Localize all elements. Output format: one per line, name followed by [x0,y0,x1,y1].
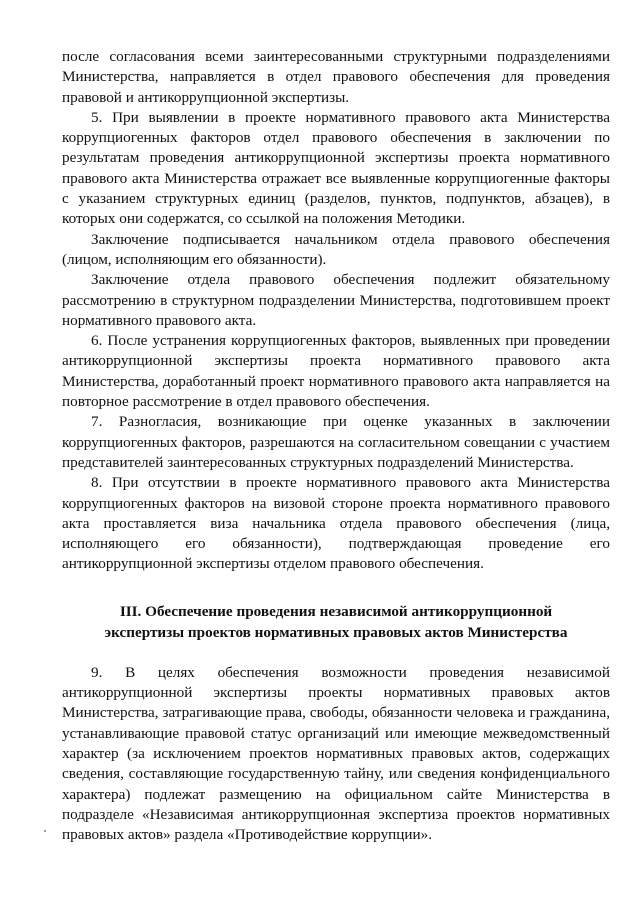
paragraph-8: 8. При отсутствии в проекте нормативного правового акта Министерства коррупциогенных факторов на визовой стороне проекта нормативного правового акта проставляется виза начальника отдела правового обеспечения (лица, исполняющего его обязанности), подтверждающая проведение его антикоррупционной экспертизы отделом правового обеспечения. [62,474,610,573]
paragraph-9: 9. В целях обеспечения возможности проведения независимой антикоррупционной экспертизы проекты нормативных правовых актов Министерства, затрагивающие права, свободы, обязанности человека и гражданина, устанавливающие правовой статус организаций или имеющие межведомственный характер (за исключением проектов нормативных правовых актов, содержащих сведения, составляющие государственную тайну, или сведения конфиденциального характера) подлежат размещению на официальном сайте Министерства в подразделе «Независимая антикоррупционная экспертиза проектов нормативных правовых актов» раздела «Противодействие коррупции». [62,663,610,844]
section-heading-iii [62,601,610,643]
paragraph-7: 7. Разногласия, возникающие при оценке указанных в заключении коррупциогенных факторов, разрешаются на согласительном совещании с участием представителей заинтересованных структурных подразделений Министерства. [62,413,610,471]
section-heading-line-2: экспертизы проектов нормативных правовых актов Министерства [104,623,568,641]
paragraph-6: 6. После устранения коррупциогенных факторов, выявленных при проведении антикоррупционной экспертизы проекта нормативного правового акта Министерства, доработанный проект нормативного правового акта направляется на повторное рассмотрение в отдел правового обеспечения. [62,332,610,411]
paragraph-conclusion-review: Заключение отдела правового обеспечения подлежит обязательному рассмотрению в структурном подразделении Министерства, подготовившем проект нормативного правового акта. [62,271,610,329]
scan-mark [44,830,46,832]
paragraph-conclusion-signing: Заключение подписывается начальником отдела правового обеспечения (лицом, исполняющим его обязанности). [62,230,610,268]
document-body [62,47,610,845]
section-heading-line-1: III. Обеспечение проведения независимой антикоррупционной [119,602,553,620]
paragraph-continuation: после согласования всеми заинтересованными структурными подразделениями Министерства, направляется в отдел правового обеспечения для проведения правовой и антикоррупционной экспертизы. [62,48,610,106]
paragraph-5: 5. При выявлении в проекте нормативного правового акта Министерства коррупциогенных факторов отдел правового обеспечения в заключении по результатам проведения антикоррупционной экспертизы проекта нормативного правового акта Министерства отражает все выявленные коррупциогенные факторы с указанием структурных единиц (разделов, пунктов, подпунктов, абзацев), в которых они содержатся, со ссылкой на положения Методики. [62,108,610,228]
